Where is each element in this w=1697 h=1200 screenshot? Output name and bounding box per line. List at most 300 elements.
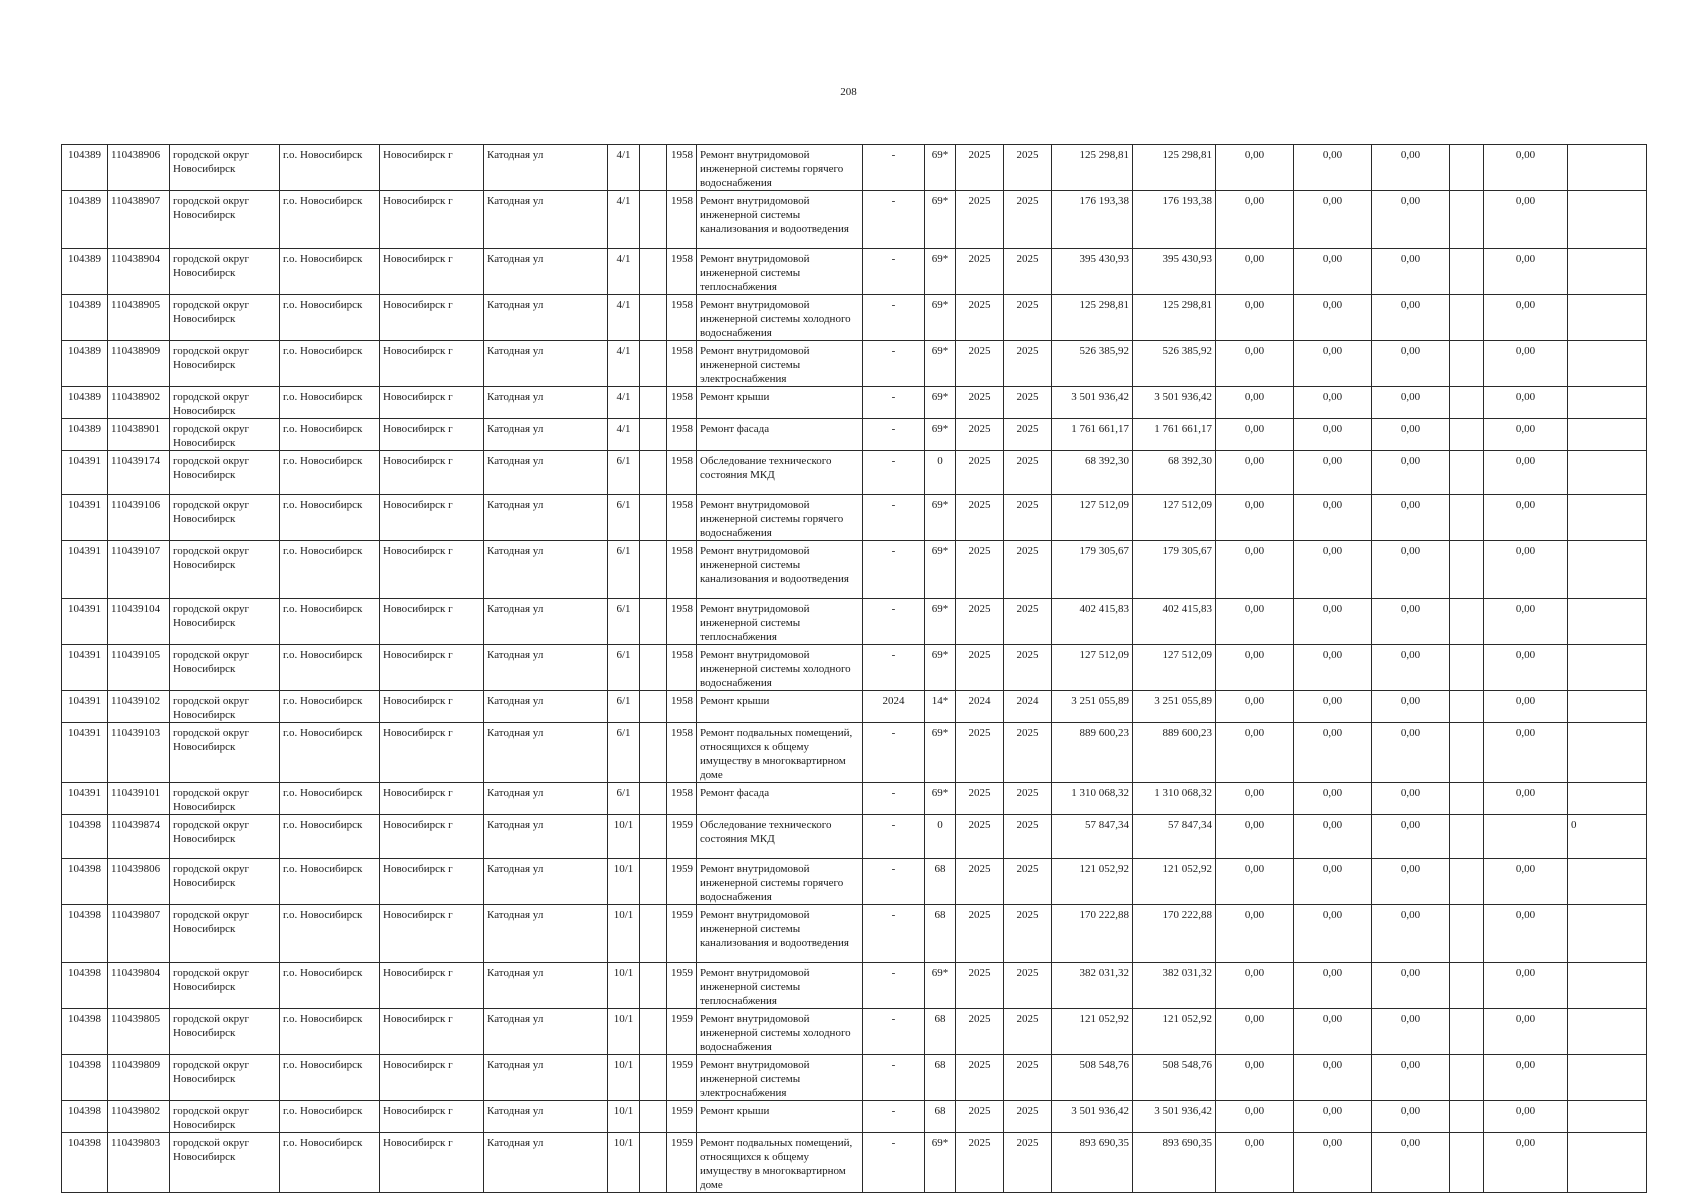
row-cost-fund: 57 847,34: [1133, 815, 1216, 859]
row-cost-2: 0,00: [1294, 495, 1372, 541]
row-street: Катодная ул: [484, 783, 608, 815]
row-spacer: [640, 905, 667, 963]
row-municipality: городской округ Новосибирск: [170, 145, 280, 191]
row-prev-year: -: [863, 859, 925, 905]
row-city: Новосибирск г: [380, 783, 484, 815]
row-extra: [1568, 963, 1647, 1009]
row-cost-total: 57 847,34: [1052, 815, 1133, 859]
row-cost-total: 121 052,92: [1052, 1009, 1133, 1055]
row-cost-1: 0,00: [1216, 249, 1294, 295]
row-spacer: [640, 783, 667, 815]
table-row: [62, 145, 1647, 191]
row-plan-to: 2025: [1004, 815, 1052, 859]
row-house: 10/1: [608, 1101, 640, 1133]
row-prev-year: -: [863, 815, 925, 859]
table-row: [62, 691, 1647, 723]
row-spacer: [640, 541, 667, 599]
row-cost-total: 179 305,67: [1052, 541, 1133, 599]
row-wear: 0: [925, 451, 956, 495]
row-cost-1: 0,00: [1216, 691, 1294, 723]
row-wear: 69*: [925, 295, 956, 341]
row-cost-2: 0,00: [1294, 541, 1372, 599]
row-year-built: 1958: [667, 451, 697, 495]
row-cost-1: 0,00: [1216, 145, 1294, 191]
row-cost-total: 68 392,30: [1052, 451, 1133, 495]
row-cost-3: 0,00: [1372, 295, 1450, 341]
row-work-type: Ремонт крыши: [697, 691, 863, 723]
row-street: Катодная ул: [484, 1055, 608, 1101]
row-year-built: 1959: [667, 1101, 697, 1133]
table-row: [62, 963, 1647, 1009]
row-prev-year: -: [863, 645, 925, 691]
row-plan-from: 2025: [956, 1009, 1004, 1055]
row-code: 110439105: [108, 645, 170, 691]
page-number: 208: [840, 86, 857, 98]
row-street: Катодная ул: [484, 723, 608, 783]
row-house: 10/1: [608, 1133, 640, 1193]
row-spacer-2: [1450, 691, 1484, 723]
row-id: 104398: [62, 815, 108, 859]
row-wear: 68: [925, 1009, 956, 1055]
row-cost-3: 0,00: [1372, 723, 1450, 783]
row-spacer-2: [1450, 859, 1484, 905]
row-city: Новосибирск г: [380, 691, 484, 723]
row-extra: [1568, 341, 1647, 387]
row-cost-2: 0,00: [1294, 1101, 1372, 1133]
table-row: [62, 645, 1647, 691]
row-prev-year: -: [863, 723, 925, 783]
row-spacer-2: [1450, 295, 1484, 341]
row-cost-1: 0,00: [1216, 387, 1294, 419]
row-street: Катодная ул: [484, 451, 608, 495]
row-id: 104398: [62, 1055, 108, 1101]
row-cost-total: 1 761 661,17: [1052, 419, 1133, 451]
row-house: 6/1: [608, 451, 640, 495]
row-cost-3: 0,00: [1372, 859, 1450, 905]
row-year-built: 1958: [667, 541, 697, 599]
row-cost-3: 0,00: [1372, 191, 1450, 249]
row-city: Новосибирск г: [380, 1055, 484, 1101]
row-code: 110438904: [108, 249, 170, 295]
row-year-built: 1958: [667, 341, 697, 387]
row-code: 110439104: [108, 599, 170, 645]
row-cost-fund: 121 052,92: [1133, 1009, 1216, 1055]
row-prev-year: -: [863, 1009, 925, 1055]
row-municipality: городской округ Новосибирск: [170, 691, 280, 723]
row-city: Новосибирск г: [380, 249, 484, 295]
row-municipality: городской округ Новосибирск: [170, 387, 280, 419]
row-street: Катодная ул: [484, 1101, 608, 1133]
table-row: [62, 859, 1647, 905]
row-code: 110439806: [108, 859, 170, 905]
table-row: [62, 905, 1647, 963]
row-plan-to: 2025: [1004, 451, 1052, 495]
row-spacer-2: [1450, 1133, 1484, 1193]
row-id: 104389: [62, 295, 108, 341]
row-street: Катодная ул: [484, 419, 608, 451]
row-city: Новосибирск г: [380, 815, 484, 859]
row-spacer: [640, 495, 667, 541]
row-municipality: городской округ Новосибирск: [170, 191, 280, 249]
row-city: Новосибирск г: [380, 495, 484, 541]
table-row: [62, 419, 1647, 451]
row-cost-3: 0,00: [1372, 419, 1450, 451]
row-spacer: [640, 191, 667, 249]
row-work-type: Ремонт внутридомовой инженерной системы электроснабжения: [697, 1055, 863, 1101]
row-plan-to: 2024: [1004, 691, 1052, 723]
row-plan-to: 2025: [1004, 723, 1052, 783]
row-year-built: 1958: [667, 495, 697, 541]
row-cost-fund: 3 501 936,42: [1133, 387, 1216, 419]
row-cost-total: 3 501 936,42: [1052, 1101, 1133, 1133]
row-cost-total: 508 548,76: [1052, 1055, 1133, 1101]
row-spacer-2: [1450, 451, 1484, 495]
row-house: 6/1: [608, 783, 640, 815]
row-prev-year: -: [863, 191, 925, 249]
row-cost-4: 0,00: [1484, 387, 1568, 419]
row-house: 10/1: [608, 815, 640, 859]
row-cost-total: 395 430,93: [1052, 249, 1133, 295]
row-cost-fund: 179 305,67: [1133, 541, 1216, 599]
row-cost-total: 3 251 055,89: [1052, 691, 1133, 723]
row-plan-to: 2025: [1004, 295, 1052, 341]
row-cost-4: 0,00: [1484, 783, 1568, 815]
row-work-type: Ремонт внутридомовой инженерной системы горячего водоснабжения: [697, 145, 863, 191]
row-extra: [1568, 191, 1647, 249]
row-year-built: 1958: [667, 691, 697, 723]
row-id: 104391: [62, 495, 108, 541]
row-cost-1: 0,00: [1216, 541, 1294, 599]
row-year-built: 1958: [667, 645, 697, 691]
row-cost-fund: 170 222,88: [1133, 905, 1216, 963]
row-cost-2: 0,00: [1294, 815, 1372, 859]
row-id: 104398: [62, 905, 108, 963]
row-cost-1: 0,00: [1216, 1133, 1294, 1193]
row-street: Катодная ул: [484, 295, 608, 341]
row-work-type: Ремонт внутридомовой инженерной системы холодного водоснабжения: [697, 295, 863, 341]
row-house: 10/1: [608, 905, 640, 963]
row-prev-year: 2024: [863, 691, 925, 723]
row-plan-from: 2025: [956, 645, 1004, 691]
row-street: Катодная ул: [484, 963, 608, 1009]
row-extra: [1568, 1101, 1647, 1133]
row-wear: 69*: [925, 387, 956, 419]
row-plan-to: 2025: [1004, 963, 1052, 1009]
table-row: [62, 599, 1647, 645]
row-plan-from: 2025: [956, 387, 1004, 419]
row-id: 104391: [62, 691, 108, 723]
row-municipality: городской округ Новосибирск: [170, 541, 280, 599]
row-cost-4: 0,00: [1484, 541, 1568, 599]
row-district: г.о. Новосибирск: [280, 341, 380, 387]
row-id: 104389: [62, 145, 108, 191]
row-cost-fund: 176 193,38: [1133, 191, 1216, 249]
row-plan-to: 2025: [1004, 541, 1052, 599]
row-city: Новосибирск г: [380, 1101, 484, 1133]
row-house: 6/1: [608, 599, 640, 645]
row-wear: 69*: [925, 1133, 956, 1193]
row-prev-year: -: [863, 341, 925, 387]
row-extra: [1568, 419, 1647, 451]
row-prev-year: -: [863, 599, 925, 645]
row-cost-fund: 68 392,30: [1133, 451, 1216, 495]
row-district: г.о. Новосибирск: [280, 723, 380, 783]
row-cost-4: 0,00: [1484, 495, 1568, 541]
row-code: 110439101: [108, 783, 170, 815]
row-wear: 68: [925, 859, 956, 905]
row-cost-4: 0,00: [1484, 1055, 1568, 1101]
row-cost-4: 0,00: [1484, 295, 1568, 341]
row-plan-from: 2025: [956, 963, 1004, 1009]
row-district: г.о. Новосибирск: [280, 495, 380, 541]
row-plan-from: 2025: [956, 723, 1004, 783]
row-code: 110438906: [108, 145, 170, 191]
row-cost-1: 0,00: [1216, 599, 1294, 645]
row-wear: 69*: [925, 963, 956, 1009]
row-spacer-2: [1450, 1055, 1484, 1101]
row-municipality: городской округ Новосибирск: [170, 1133, 280, 1193]
row-cost-4: 0,00: [1484, 419, 1568, 451]
row-extra: [1568, 541, 1647, 599]
row-wear: 69*: [925, 495, 956, 541]
row-cost-2: 0,00: [1294, 963, 1372, 1009]
row-cost-3: 0,00: [1372, 963, 1450, 1009]
row-cost-1: 0,00: [1216, 1055, 1294, 1101]
row-work-type: Ремонт внутридомовой инженерной системы теплоснабжения: [697, 963, 863, 1009]
row-spacer: [640, 859, 667, 905]
row-id: 104398: [62, 859, 108, 905]
row-city: Новосибирск г: [380, 191, 484, 249]
row-wear: 68: [925, 905, 956, 963]
row-street: Катодная ул: [484, 541, 608, 599]
row-plan-from: 2025: [956, 451, 1004, 495]
row-cost-fund: 395 430,93: [1133, 249, 1216, 295]
row-spacer-2: [1450, 963, 1484, 1009]
row-cost-total: 170 222,88: [1052, 905, 1133, 963]
row-plan-to: 2025: [1004, 387, 1052, 419]
row-cost-4: 0,00: [1484, 963, 1568, 1009]
row-cost-total: 121 052,92: [1052, 859, 1133, 905]
row-work-type: Ремонт внутридомовой инженерной системы электроснабжения: [697, 341, 863, 387]
row-house: 10/1: [608, 1009, 640, 1055]
table-row: [62, 191, 1647, 249]
table-row: [62, 1133, 1647, 1193]
row-plan-to: 2025: [1004, 783, 1052, 815]
row-spacer: [640, 691, 667, 723]
row-prev-year: -: [863, 963, 925, 1009]
row-extra: [1568, 599, 1647, 645]
row-district: г.о. Новосибирск: [280, 1133, 380, 1193]
row-cost-2: 0,00: [1294, 783, 1372, 815]
row-house: 10/1: [608, 1055, 640, 1101]
row-cost-4: 0,00: [1484, 341, 1568, 387]
row-work-type: Ремонт внутридомовой инженерной системы канализования и водоотведения: [697, 905, 863, 963]
row-cost-total: 3 501 936,42: [1052, 387, 1133, 419]
row-spacer: [640, 1009, 667, 1055]
row-code: 110439802: [108, 1101, 170, 1133]
row-id: 104391: [62, 541, 108, 599]
row-cost-fund: 125 298,81: [1133, 145, 1216, 191]
row-municipality: городской округ Новосибирск: [170, 295, 280, 341]
row-extra: [1568, 387, 1647, 419]
row-code: 110438901: [108, 419, 170, 451]
row-plan-to: 2025: [1004, 341, 1052, 387]
table-row: [62, 341, 1647, 387]
row-cost-fund: 1 310 068,32: [1133, 783, 1216, 815]
row-street: Катодная ул: [484, 249, 608, 295]
row-id: 104398: [62, 1133, 108, 1193]
row-plan-from: 2025: [956, 495, 1004, 541]
row-municipality: городской округ Новосибирск: [170, 341, 280, 387]
row-cost-4: 0,00: [1484, 249, 1568, 295]
row-cost-1: 0,00: [1216, 419, 1294, 451]
row-cost-4: 0,00: [1484, 1133, 1568, 1193]
row-cost-4: 0,00: [1484, 691, 1568, 723]
row-city: Новосибирск г: [380, 723, 484, 783]
row-id: 104398: [62, 1009, 108, 1055]
row-extra: [1568, 1133, 1647, 1193]
row-code: 110439103: [108, 723, 170, 783]
row-cost-1: 0,00: [1216, 645, 1294, 691]
row-cost-total: 127 512,09: [1052, 645, 1133, 691]
row-spacer-2: [1450, 1101, 1484, 1133]
register-body: [62, 145, 1647, 1193]
row-id: 104391: [62, 451, 108, 495]
row-prev-year: -: [863, 451, 925, 495]
row-plan-from: 2025: [956, 905, 1004, 963]
row-code: 110439874: [108, 815, 170, 859]
row-cost-fund: 127 512,09: [1133, 645, 1216, 691]
row-spacer: [640, 645, 667, 691]
row-spacer: [640, 295, 667, 341]
row-district: г.о. Новосибирск: [280, 451, 380, 495]
row-work-type: Ремонт фасада: [697, 783, 863, 815]
row-cost-total: 893 690,35: [1052, 1133, 1133, 1193]
row-cost-fund: 402 415,83: [1133, 599, 1216, 645]
row-district: г.о. Новосибирск: [280, 859, 380, 905]
row-spacer: [640, 341, 667, 387]
row-year-built: 1958: [667, 191, 697, 249]
row-spacer-2: [1450, 419, 1484, 451]
row-spacer: [640, 1101, 667, 1133]
row-cost-3: 0,00: [1372, 451, 1450, 495]
row-prev-year: -: [863, 387, 925, 419]
row-cost-4: 0,00: [1484, 451, 1568, 495]
row-cost-fund: 121 052,92: [1133, 859, 1216, 905]
row-cost-1: 0,00: [1216, 341, 1294, 387]
row-house: 4/1: [608, 145, 640, 191]
row-plan-from: 2025: [956, 1101, 1004, 1133]
row-work-type: Ремонт внутридомовой инженерной системы теплоснабжения: [697, 599, 863, 645]
table-row: [62, 541, 1647, 599]
row-cost-1: 0,00: [1216, 451, 1294, 495]
row-street: Катодная ул: [484, 1133, 608, 1193]
row-plan-to: 2025: [1004, 191, 1052, 249]
row-street: Катодная ул: [484, 599, 608, 645]
row-plan-to: 2025: [1004, 645, 1052, 691]
row-spacer-2: [1450, 1009, 1484, 1055]
row-district: г.о. Новосибирск: [280, 249, 380, 295]
row-city: Новосибирск г: [380, 905, 484, 963]
row-work-type: Ремонт фасада: [697, 419, 863, 451]
row-code: 110438907: [108, 191, 170, 249]
row-district: г.о. Новосибирск: [280, 599, 380, 645]
row-work-type: Ремонт внутридомовой инженерной системы горячего водоснабжения: [697, 859, 863, 905]
row-house: 6/1: [608, 495, 640, 541]
row-cost-3: 0,00: [1372, 145, 1450, 191]
row-municipality: городской округ Новосибирск: [170, 419, 280, 451]
row-wear: 69*: [925, 783, 956, 815]
row-plan-from: 2025: [956, 295, 1004, 341]
row-code: 110439803: [108, 1133, 170, 1193]
row-street: Катодная ул: [484, 859, 608, 905]
row-work-type: Ремонт внутридомовой инженерной системы теплоснабжения: [697, 249, 863, 295]
row-cost-total: 889 600,23: [1052, 723, 1133, 783]
row-cost-4: 0,00: [1484, 905, 1568, 963]
row-spacer-2: [1450, 815, 1484, 859]
row-street: Катодная ул: [484, 145, 608, 191]
row-spacer: [640, 963, 667, 1009]
row-municipality: городской округ Новосибирск: [170, 599, 280, 645]
row-work-type: Ремонт крыши: [697, 1101, 863, 1133]
row-id: 104391: [62, 599, 108, 645]
row-spacer-2: [1450, 905, 1484, 963]
row-extra: [1568, 783, 1647, 815]
row-spacer: [640, 145, 667, 191]
row-city: Новосибирск г: [380, 419, 484, 451]
row-spacer: [640, 387, 667, 419]
row-cost-1: 0,00: [1216, 1101, 1294, 1133]
row-plan-to: 2025: [1004, 249, 1052, 295]
row-municipality: городской округ Новосибирск: [170, 1101, 280, 1133]
row-cost-4: 0,00: [1484, 1009, 1568, 1055]
row-plan-to: 2025: [1004, 145, 1052, 191]
row-year-built: 1958: [667, 249, 697, 295]
row-spacer-2: [1450, 249, 1484, 295]
row-wear: 69*: [925, 599, 956, 645]
row-plan-from: 2025: [956, 859, 1004, 905]
row-extra: 0: [1568, 815, 1647, 859]
row-prev-year: -: [863, 1101, 925, 1133]
row-code: 110439809: [108, 1055, 170, 1101]
row-house: 6/1: [608, 723, 640, 783]
row-municipality: городской округ Новосибирск: [170, 451, 280, 495]
row-city: Новосибирск г: [380, 145, 484, 191]
row-plan-from: 2025: [956, 1133, 1004, 1193]
row-work-type: Ремонт внутридомовой инженерной системы канализования и водоотведения: [697, 191, 863, 249]
row-cost-3: 0,00: [1372, 815, 1450, 859]
row-spacer-2: [1450, 191, 1484, 249]
row-spacer-2: [1450, 645, 1484, 691]
row-cost-total: 402 415,83: [1052, 599, 1133, 645]
row-plan-from: 2025: [956, 541, 1004, 599]
row-cost-2: 0,00: [1294, 387, 1372, 419]
row-code: 110438909: [108, 341, 170, 387]
row-street: Катодная ул: [484, 341, 608, 387]
row-cost-total: 127 512,09: [1052, 495, 1133, 541]
row-house: 4/1: [608, 295, 640, 341]
row-cost-3: 0,00: [1372, 783, 1450, 815]
row-cost-3: 0,00: [1372, 1009, 1450, 1055]
row-spacer-2: [1450, 599, 1484, 645]
row-spacer-2: [1450, 341, 1484, 387]
row-year-built: 1959: [667, 859, 697, 905]
row-plan-from: 2025: [956, 783, 1004, 815]
row-cost-2: 0,00: [1294, 859, 1372, 905]
row-year-built: 1959: [667, 1055, 697, 1101]
row-cost-fund: 889 600,23: [1133, 723, 1216, 783]
row-work-type: Обследование технического состояния МКД: [697, 815, 863, 859]
